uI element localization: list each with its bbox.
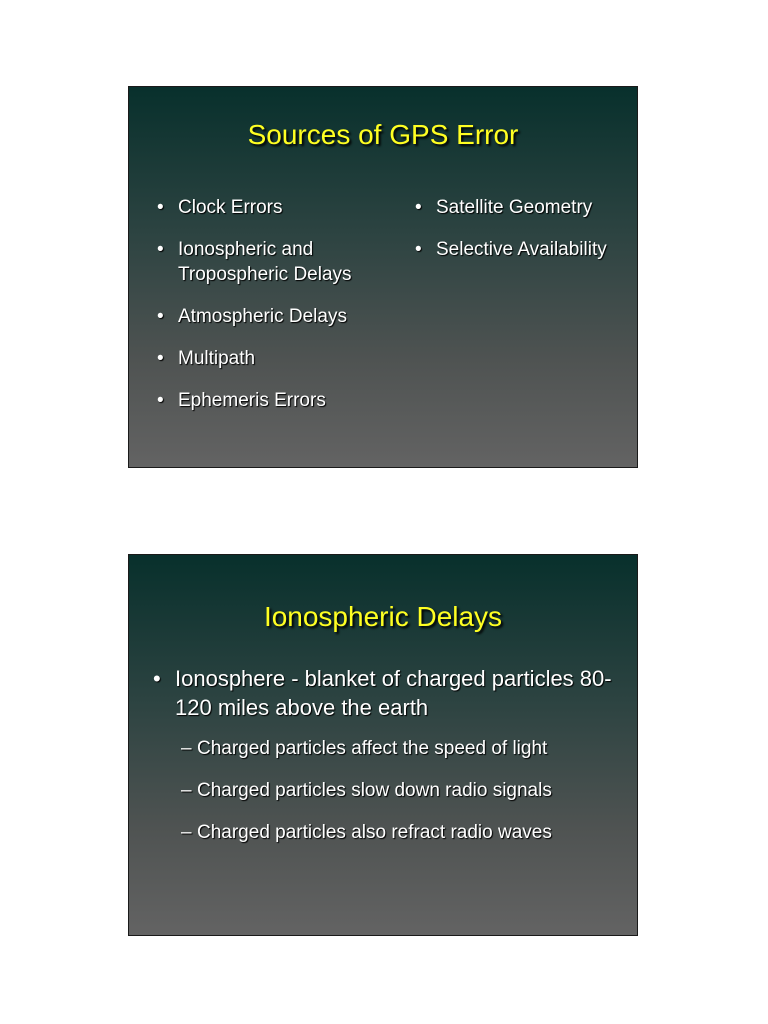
main-bullet-item — [153, 664, 621, 722]
slide-title: Sources of GPS Error — [247, 119, 519, 150]
bullet-item — [415, 195, 635, 220]
sub-bullet-item — [181, 821, 552, 845]
bullet-item — [157, 388, 397, 413]
bullet-text: Atmospheric Delays — [178, 306, 347, 327]
bullet-text: Ephemeris Errors — [178, 390, 326, 411]
bullet-text: Multipath — [178, 348, 256, 369]
bullet-icon: • — [415, 239, 422, 260]
bullet-list-left — [157, 195, 397, 430]
sub-bullet-list — [181, 737, 552, 863]
bullet-item — [157, 237, 397, 287]
bullet-icon: • — [157, 390, 164, 411]
slide-ionospheric-delays — [128, 554, 638, 936]
main-bullet-text: Ionosphere - blanket of charged particles 80-120 miles above the earth — [175, 666, 612, 720]
sub-bullet-text: Charged particles also refract radio waves — [197, 822, 552, 843]
bullet-item — [157, 304, 397, 329]
bullet-icon: • — [415, 197, 422, 218]
bullet-text: Selective Availability — [436, 239, 607, 260]
sub-bullet-item — [181, 779, 552, 803]
bullet-icon: • — [157, 239, 164, 260]
bullet-text: Clock Errors — [178, 197, 283, 218]
bullet-icon: • — [157, 197, 164, 218]
bullet-item — [157, 346, 397, 371]
bullet-text: Satellite Geometry — [436, 197, 593, 218]
dash-icon: – — [181, 738, 192, 759]
bullet-item — [415, 237, 635, 262]
sub-bullet-text: Charged particles slow down radio signals — [197, 780, 552, 801]
dash-icon: – — [181, 780, 192, 801]
sub-bullet-text: Charged particles affect the speed of light — [197, 738, 548, 759]
sub-bullet-item — [181, 737, 552, 761]
bullet-icon: • — [157, 348, 164, 369]
bullet-icon: • — [157, 306, 164, 327]
bullet-icon: • — [153, 666, 161, 691]
slide-sources-of-gps-error — [128, 86, 638, 468]
bullet-text: Ionospheric and Tropospheric Delays — [178, 239, 352, 285]
slide-title: Ionospheric Delays — [263, 601, 503, 632]
dash-icon: – — [181, 822, 192, 843]
bullet-item — [157, 195, 397, 220]
bullet-list-right — [415, 195, 635, 279]
